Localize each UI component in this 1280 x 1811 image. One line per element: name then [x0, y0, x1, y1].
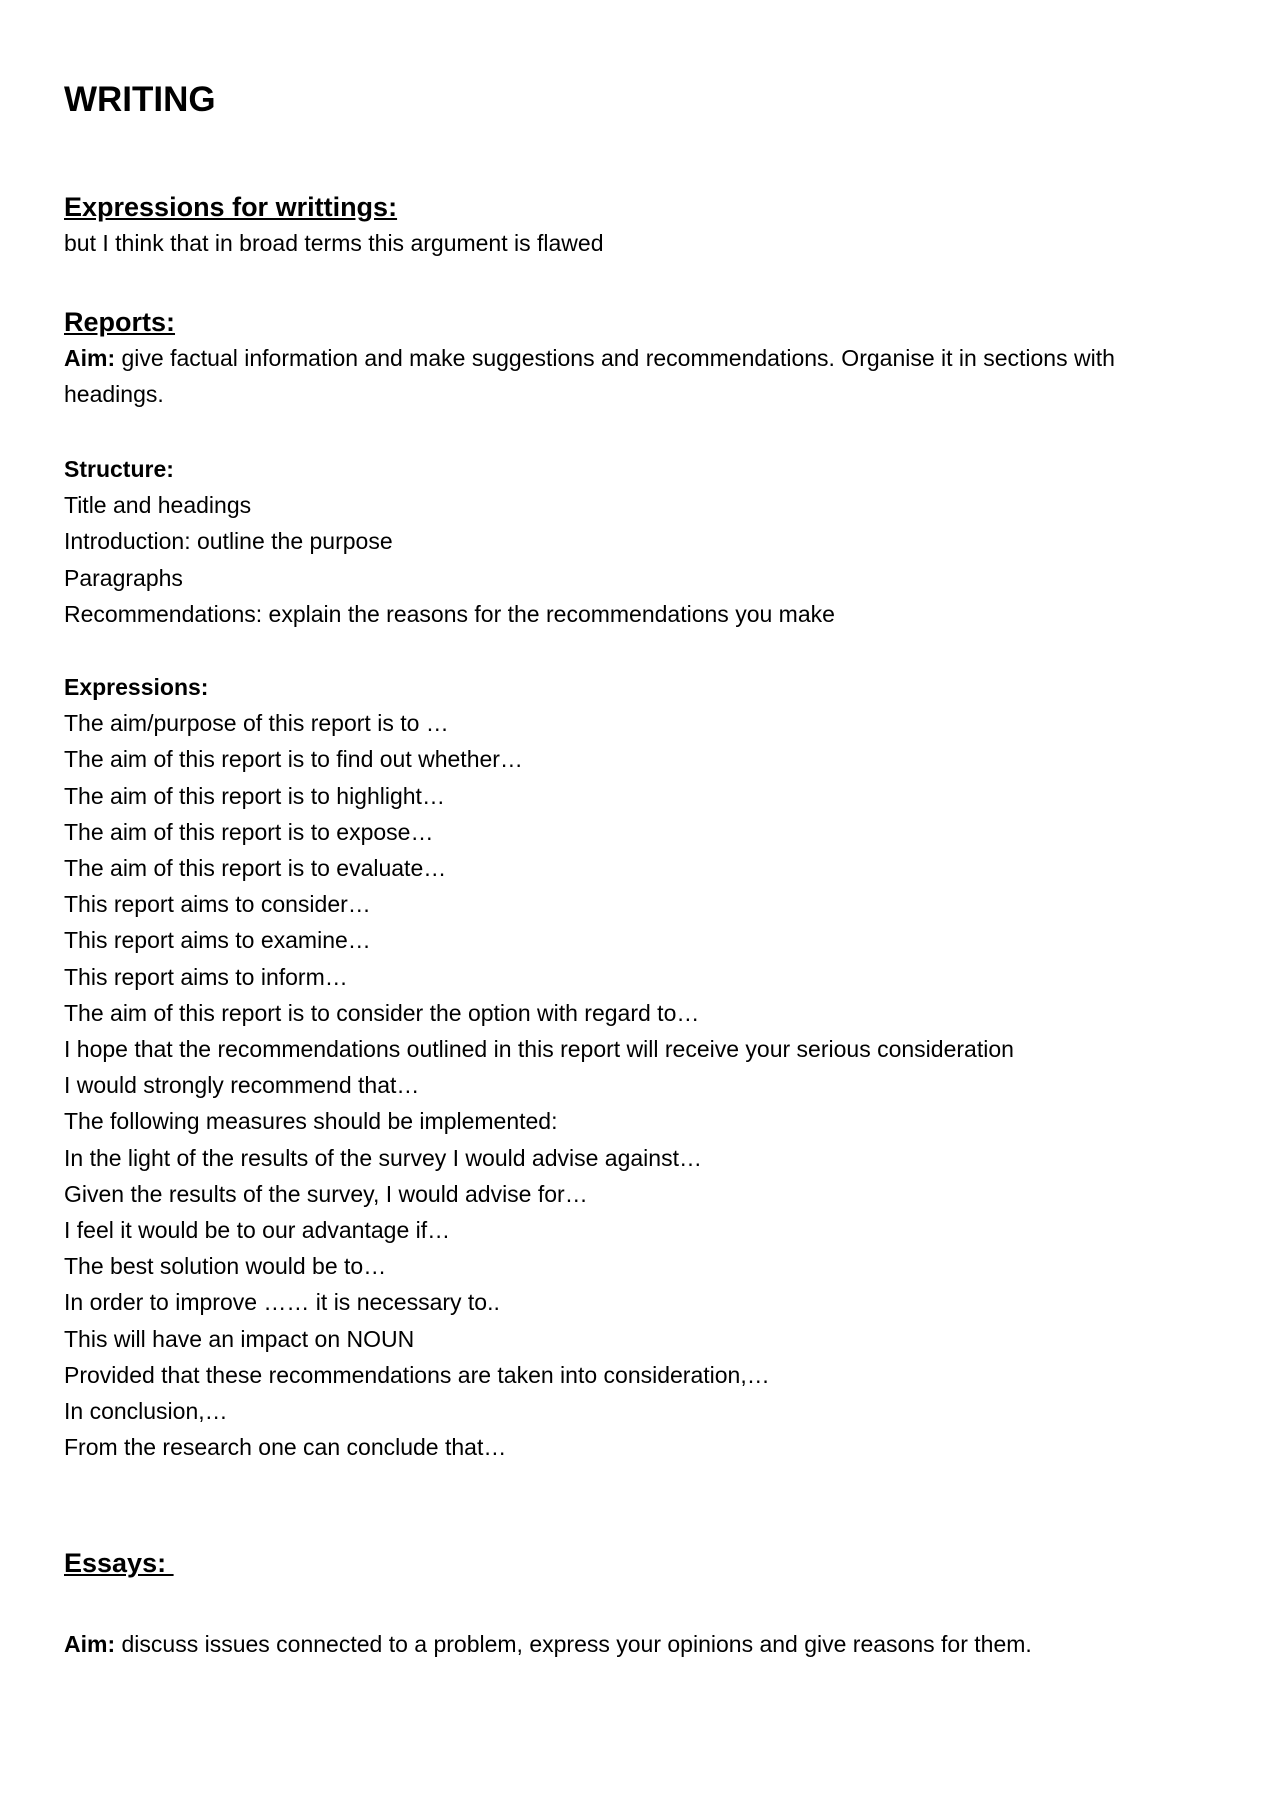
expression-item: The aim of this report is to highlight… — [64, 782, 445, 809]
essays-heading: Essays: — [64, 1548, 174, 1578]
structure-label: Structure: — [64, 456, 174, 482]
expression-item: The aim of this report is to find out whether… — [64, 746, 523, 773]
expression-item: In the light of the results of the survey I would advise against… — [64, 1144, 702, 1171]
expression-item: From the research one can conclude that… — [64, 1434, 507, 1461]
structure-section — [64, 451, 835, 632]
structure-item: Introduction: outline the purpose — [64, 528, 393, 555]
expressions-section — [64, 669, 1014, 1465]
expression-item: Provided that these recommendations are taken into consideration,… — [64, 1361, 770, 1388]
expression-item: The aim of this report is to expose… — [64, 818, 434, 845]
essays-section — [64, 1545, 174, 1581]
expression-item: This will have an impact on NOUN — [64, 1325, 415, 1352]
page-title: WRITING — [64, 80, 216, 119]
structure-item: Recommendations: explain the reasons for the recommendations you make — [64, 600, 835, 627]
essays-aim-text: discuss issues connected to a problem, express your opinions and give reasons for them. — [115, 1631, 1032, 1657]
reports-section — [64, 304, 1184, 412]
expression-item: I would strongly recommend that… — [64, 1072, 420, 1099]
structure-item: Title and headings — [64, 492, 252, 519]
expression-item: This report aims to consider… — [64, 891, 371, 918]
expression-item: The best solution would be to… — [64, 1253, 387, 1280]
essays-aim-block — [64, 1626, 1184, 1662]
expressions-for-writings-heading: Expressions for writtings: — [64, 192, 398, 222]
expression-item: I feel it would be to our advantage if… — [64, 1217, 451, 1244]
expression-item: The aim of this report is to consider the option with regard to… — [64, 999, 700, 1026]
expression-item: The following measures should be implemented: — [64, 1108, 558, 1135]
reports-aim-paragraph — [64, 340, 1184, 412]
expression-item: Given the results of the survey, I would advise for… — [64, 1180, 588, 1207]
reports-aim-label: Aim: — [64, 345, 116, 371]
expression-item: This report aims to examine… — [64, 927, 371, 954]
expression-item: In conclusion,… — [64, 1398, 228, 1425]
expressions-list — [64, 705, 1014, 1465]
expression-line: but I think that in broad terms this argument is flawed — [64, 230, 604, 256]
expression-item: The aim/purpose of this report is to … — [64, 710, 449, 737]
essays-aim-label: Aim: — [64, 1631, 116, 1657]
expression-item: I hope that the recommendations outlined in this report will receive your serious consideration — [64, 1036, 1014, 1063]
expression-item: In order to improve …… it is necessary to.. — [64, 1289, 500, 1316]
reports-aim-text: give factual information and make suggestions and recommendations. Organise it in sections with headings. — [64, 345, 1115, 408]
structure-item: Paragraphs — [64, 564, 183, 591]
essays-aim-paragraph — [64, 1626, 1184, 1662]
structure-list — [64, 487, 835, 632]
expressions-label: Expressions: — [64, 674, 209, 700]
expressions-for-writings-section — [64, 189, 604, 261]
expression-item: This report aims to inform… — [64, 963, 348, 990]
reports-heading: Reports: — [64, 307, 176, 337]
expression-item: The aim of this report is to evaluate… — [64, 855, 447, 882]
